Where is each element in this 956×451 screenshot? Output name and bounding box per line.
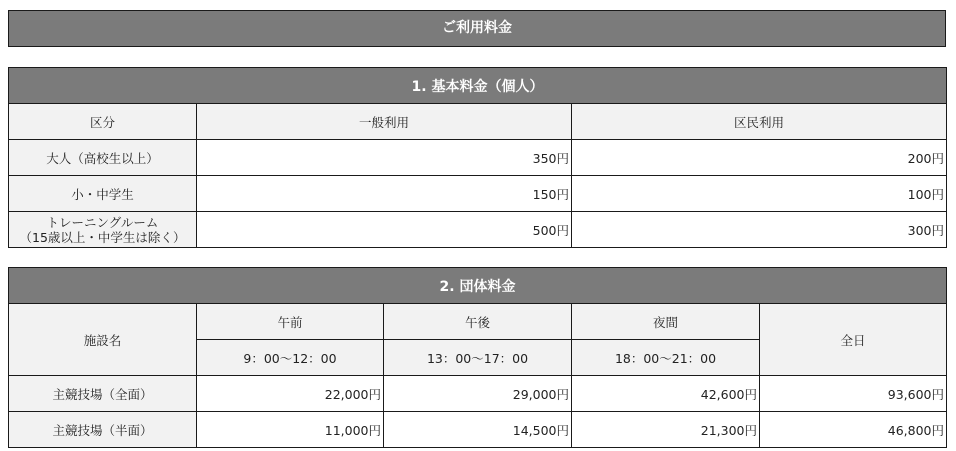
general-fee: 500円 [197, 212, 572, 248]
night-fee: 42,600円 [572, 376, 760, 412]
morning-fee: 11,000円 [197, 412, 384, 448]
row-label-line1: トレーニングルーム [46, 214, 159, 230]
table-row [9, 376, 947, 412]
header-morning: 午前 [197, 304, 384, 340]
header-category: 区分 [9, 104, 197, 140]
table-row [9, 212, 947, 248]
allday-fee: 93,600円 [760, 376, 947, 412]
time-morning: 9：00～12：00 [197, 340, 384, 376]
table-row [9, 140, 947, 176]
basic-fee-table [8, 67, 947, 248]
row-label: 主競技場（半面） [9, 412, 197, 448]
time-night: 18：00～21：00 [572, 340, 760, 376]
general-fee: 150円 [197, 176, 572, 212]
resident-fee: 300円 [572, 212, 947, 248]
table-row [9, 412, 947, 448]
header-night: 夜間 [572, 304, 760, 340]
row-label [9, 212, 197, 248]
afternoon-fee: 14,500円 [384, 412, 572, 448]
general-fee: 350円 [197, 140, 572, 176]
resident-fee: 200円 [572, 140, 947, 176]
page-title: ご利用料金 [8, 10, 946, 47]
afternoon-fee: 29,000円 [384, 376, 572, 412]
row-label-line2: （15歳以上・中学生は除く） [19, 229, 186, 245]
row-label: 主競技場（全面） [9, 376, 197, 412]
basic-fee-title: 1. 基本料金（個人） [9, 68, 947, 104]
time-afternoon: 13：00～17：00 [384, 340, 572, 376]
row-label: 小・中学生 [9, 176, 197, 212]
group-fee-table [8, 267, 947, 448]
night-fee: 21,300円 [572, 412, 760, 448]
row-label: 大人（高校生以上） [9, 140, 197, 176]
header-allday: 全日 [760, 304, 947, 376]
header-facility: 施設名 [9, 304, 197, 376]
group-fee-title: 2. 団体料金 [9, 268, 947, 304]
allday-fee: 46,800円 [760, 412, 947, 448]
header-general: 一般利用 [197, 104, 572, 140]
morning-fee: 22,000円 [197, 376, 384, 412]
header-afternoon: 午後 [384, 304, 572, 340]
header-resident: 区民利用 [572, 104, 947, 140]
table-row [9, 176, 947, 212]
resident-fee: 100円 [572, 176, 947, 212]
